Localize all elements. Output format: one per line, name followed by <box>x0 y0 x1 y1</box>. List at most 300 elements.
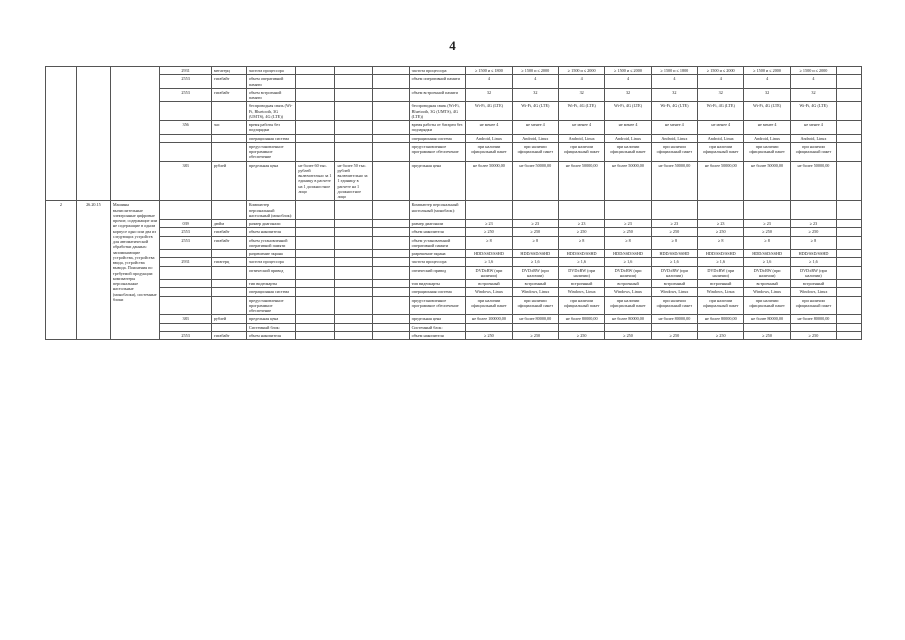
table-cell: ≥ 8 <box>512 236 558 250</box>
table-cell: гигабайт <box>211 228 246 236</box>
table-row <box>46 266 862 280</box>
table-row <box>46 75 862 89</box>
table-cell: 4 <box>698 75 744 89</box>
table-cell: не более 80000,00 <box>605 315 651 323</box>
table-cell: 2553 <box>160 88 212 102</box>
table-cell <box>372 161 409 201</box>
table-cell: DVD±RW (при наличии) <box>698 266 744 280</box>
table-cell: при наличии официальный пакет <box>512 296 558 315</box>
table-cell <box>744 201 790 220</box>
table-cell <box>335 134 372 142</box>
table-cell: 4 <box>790 75 836 89</box>
table-cell: ≥ 250 <box>651 228 697 236</box>
table-cell: при наличии официальный пакет <box>559 142 605 161</box>
table-cell: ≥ 1,6 <box>512 258 558 266</box>
table-cell: Компьютер персональный настольный (моноблок): <box>409 201 466 220</box>
table-row <box>46 134 862 142</box>
table-cell <box>46 67 77 201</box>
table-cell: не более 50000,00 <box>466 161 512 201</box>
table-cell: при наличии официальный пакет <box>605 142 651 161</box>
table-cell <box>335 266 372 280</box>
table-cell: беспроводная связь (Wi-Fi, Bluetooth, 3G (UMTS), 4G (LTE)) <box>409 102 466 121</box>
table-cell: при наличии официальный пакет <box>698 296 744 315</box>
table-cell: ≥ 8 <box>744 236 790 250</box>
table-cell: при наличии официальный пакет <box>559 296 605 315</box>
table-cell <box>335 121 372 135</box>
table-cell: встроенный <box>790 280 836 288</box>
table-cell <box>335 296 372 315</box>
table-cell <box>160 296 212 315</box>
table-cell <box>211 296 246 315</box>
table-cell <box>837 134 862 142</box>
table-cell: ≥ 250 <box>744 228 790 236</box>
table-cell: Системный блок: <box>246 323 295 331</box>
table-cell: Android, Linux <box>744 134 790 142</box>
table-cell <box>372 201 409 220</box>
table-cell <box>372 280 409 288</box>
table-cell: 32 <box>559 88 605 102</box>
table-cell: не более 60 тыс. рублей включительно за 1 единицу в расчете на 1 должностное лицо <box>296 161 335 201</box>
table-cell: ≥ 1,6 <box>744 258 790 266</box>
table-cell: ≥ 23 <box>744 220 790 228</box>
table-cell: HDD/SSD/SSHD <box>605 250 651 258</box>
table-cell: встроенный <box>466 280 512 288</box>
table-cell <box>744 323 790 331</box>
table-cell: ≥ 8 <box>651 236 697 250</box>
table-cell: HDD/SSD/SSHD <box>512 250 558 258</box>
table-cell <box>372 315 409 323</box>
table-cell <box>372 220 409 228</box>
table-cell: DVD±RW (при наличии) <box>559 266 605 280</box>
table-cell: ≥ 1500 и ≤ 2000 <box>512 67 558 75</box>
table-cell: встроенный <box>559 280 605 288</box>
table-cell: частота процессора <box>409 258 466 266</box>
table-cell: Wi-Fi, 4G (LTE) <box>466 102 512 121</box>
table-cell <box>296 220 335 228</box>
table-cell <box>372 142 409 161</box>
table-cell: Windows, Linux <box>512 288 558 296</box>
table-cell: предельная цена <box>409 161 466 201</box>
table-cell <box>790 201 836 220</box>
table-cell <box>837 280 862 288</box>
table-cell: ≥ 23 <box>466 220 512 228</box>
table-cell <box>211 142 246 161</box>
table-cell: встроенный <box>651 280 697 288</box>
table-cell: 383 <box>160 161 212 201</box>
table-cell: при наличии официальный пакет <box>512 142 558 161</box>
table-cell: не менее 4 <box>512 121 558 135</box>
table-cell: встроенный <box>744 280 790 288</box>
table-cell: не менее 4 <box>605 121 651 135</box>
table-cell: ≥ 1500 и ≤ 2000 <box>744 67 790 75</box>
table-cell <box>296 201 335 220</box>
table-cell: частота процессора <box>409 67 466 75</box>
table-cell: предустановленное программное обеспечение <box>246 296 295 315</box>
table-cell: ≥ 1,6 <box>466 258 512 266</box>
table-cell <box>466 201 512 220</box>
table-cell <box>466 323 512 331</box>
table-cell <box>211 102 246 121</box>
table-cell: беспроводная связь (Wi-Fi, Bluetooth, 3G (UMTS), 4G (LTE)) <box>246 102 295 121</box>
table-cell: ≥ 250 <box>790 228 836 236</box>
table-cell: не менее 4 <box>651 121 697 135</box>
table-cell: объем накопителя <box>246 228 295 236</box>
table-cell: Wi-Fi, 4G (LTE) <box>512 102 558 121</box>
table-cell <box>837 201 862 220</box>
table-cell: при наличии официальный пакет <box>790 296 836 315</box>
table-cell: HDD/SSD/SSHD <box>744 250 790 258</box>
table-cell: объем оперативной памяти <box>409 75 466 89</box>
table-cell: Windows, Linux <box>698 288 744 296</box>
table-cell <box>837 315 862 323</box>
table-row <box>46 288 862 296</box>
table-cell <box>160 102 212 121</box>
table-cell: гигабайт <box>211 236 246 250</box>
table-row <box>46 201 862 220</box>
table-row <box>46 250 862 258</box>
table-cell <box>296 67 335 75</box>
table-cell <box>837 288 862 296</box>
table-cell: не менее 4 <box>790 121 836 135</box>
table-cell <box>837 250 862 258</box>
table-cell: ≥ 250 <box>744 331 790 339</box>
table-cell: ≥ 250 <box>512 228 558 236</box>
table-cell: не более 50 тыс. рублей включительно за 1 единицу в расчете на 1 должностное лицо <box>335 161 372 201</box>
table-cell: рублей <box>211 161 246 201</box>
table-cell: при наличии официальный пакет <box>605 296 651 315</box>
table-cell <box>296 331 335 339</box>
table-row <box>46 88 862 102</box>
table-cell: HDD/SSD/SSHD <box>466 250 512 258</box>
table-cell: объем установленной оперативной памяти <box>246 236 295 250</box>
table-cell: объем накопителя <box>409 228 466 236</box>
table-cell: 2553 <box>160 75 212 89</box>
table-cell <box>559 323 605 331</box>
table-cell <box>512 201 558 220</box>
table-cell <box>837 142 862 161</box>
table-cell: предустановленное программное обеспечение <box>409 142 466 161</box>
table-row <box>46 236 862 250</box>
table-cell: не менее 4 <box>559 121 605 135</box>
table-cell: 039 <box>160 220 212 228</box>
requirements-table <box>45 66 862 340</box>
table-cell: мегагерц <box>211 67 246 75</box>
table-cell: гигабайт <box>211 75 246 89</box>
table-cell <box>372 266 409 280</box>
table-cell: 32 <box>790 88 836 102</box>
table-cell <box>296 134 335 142</box>
table-cell: 356 <box>160 121 212 135</box>
table-cell: частота процессора <box>246 258 295 266</box>
table-cell <box>211 134 246 142</box>
table-cell: объем накопителя <box>409 331 466 339</box>
table-cell <box>335 75 372 89</box>
table-cell <box>372 236 409 250</box>
table-cell: Windows, Linux <box>790 288 836 296</box>
table-row <box>46 296 862 315</box>
table-cell: не более 80000,00 <box>744 315 790 323</box>
table-cell <box>296 75 335 89</box>
table-cell <box>160 142 212 161</box>
table-cell <box>335 250 372 258</box>
table-cell: ≥ 250 <box>466 228 512 236</box>
table-cell: ≥ 250 <box>605 331 651 339</box>
table-cell: Android, Linux <box>698 134 744 142</box>
table-cell <box>160 323 212 331</box>
table-cell: объем накопителя <box>246 331 295 339</box>
table-cell: частота процессора <box>246 67 295 75</box>
table-cell: ≥ 8 <box>466 236 512 250</box>
table-cell: DVD±RW (при наличии) <box>466 266 512 280</box>
table-cell: Android, Linux <box>512 134 558 142</box>
table-cell: Windows, Linux <box>605 288 651 296</box>
table-cell: тип видеокарты <box>246 280 295 288</box>
table-cell: ≥ 1,6 <box>698 258 744 266</box>
table-cell: Android, Linux <box>651 134 697 142</box>
table-cell: при наличии официальный пакет <box>744 142 790 161</box>
table-cell <box>296 266 335 280</box>
table-cell: Android, Linux <box>466 134 512 142</box>
table-row <box>46 220 862 228</box>
table-cell <box>335 228 372 236</box>
table-cell: HDD/SSD/SSHD <box>698 250 744 258</box>
table-cell: DVD±RW (при наличии) <box>651 266 697 280</box>
table-cell <box>335 236 372 250</box>
table-cell: 32 <box>466 88 512 102</box>
table-cell: не более 50000,00 <box>744 161 790 201</box>
table-cell: гигагерц <box>211 258 246 266</box>
table-cell: ≥ 23 <box>512 220 558 228</box>
table-cell <box>837 258 862 266</box>
table-cell: Wi-Fi, 4G (LTE) <box>744 102 790 121</box>
table-cell <box>372 102 409 121</box>
table-cell <box>372 250 409 258</box>
table-cell <box>335 142 372 161</box>
table-cell: предустановленное программное обеспечение <box>409 296 466 315</box>
table-cell: 32 <box>744 88 790 102</box>
table-cell <box>372 67 409 75</box>
table-cell: ≥ 250 <box>651 331 697 339</box>
table-cell: при наличии официальный пакет <box>651 142 697 161</box>
table-cell: ≥ 250 <box>559 228 605 236</box>
table-cell: 4 <box>744 75 790 89</box>
table-cell <box>296 102 335 121</box>
table-cell: 2 <box>46 201 77 340</box>
table-cell: не менее 4 <box>744 121 790 135</box>
table-cell: Машины вычислительные электронные цифровые прочие, содержащие или не содержащие в одном корпусе одно или два из следующих устройств для автоматической обработки данных: запоминающие устройства, устройства ввода, устройства вывода. Пояснения по требуемой продукции: компьютеры персональные настольные (моноблоки), системные блоки <box>110 201 159 340</box>
table-cell: Windows, Linux <box>559 288 605 296</box>
table-cell <box>512 323 558 331</box>
table-cell <box>335 201 372 220</box>
table-cell: при наличии официальный пакет <box>744 296 790 315</box>
table-cell: разрешение экрана <box>409 250 466 258</box>
table-cell: не более 50000,00 <box>512 161 558 201</box>
table-cell <box>372 331 409 339</box>
table-row <box>46 161 862 201</box>
table-cell: 2553 <box>160 228 212 236</box>
table-cell: 4 <box>605 75 651 89</box>
table-row <box>46 323 862 331</box>
table-cell <box>372 288 409 296</box>
table-cell <box>296 250 335 258</box>
table-cell: 383 <box>160 315 212 323</box>
table-cell: HDD/SSD/SSHD <box>559 250 605 258</box>
table-cell: предельная цена <box>246 161 295 201</box>
table-row <box>46 315 862 323</box>
table-cell <box>372 121 409 135</box>
table-cell: Android, Linux <box>559 134 605 142</box>
table-cell <box>296 315 335 323</box>
table-row <box>46 67 862 75</box>
table-cell <box>837 161 862 201</box>
table-cell: объем встроенной памяти <box>409 88 466 102</box>
table-cell: 26.20.15 <box>76 201 110 340</box>
table-cell: ≥ 250 <box>790 331 836 339</box>
table-cell <box>605 201 651 220</box>
table-row <box>46 280 862 288</box>
table-cell: операционная система <box>246 134 295 142</box>
table-cell: гигабайт <box>211 331 246 339</box>
table-cell: оптический привод <box>409 266 466 280</box>
table-cell: при наличии официальный пакет <box>466 296 512 315</box>
table-cell: 2553 <box>160 331 212 339</box>
table-cell <box>372 228 409 236</box>
table-cell: гигабайт <box>211 88 246 102</box>
table-cell: DVD±RW (при наличии) <box>605 266 651 280</box>
table-cell <box>335 220 372 228</box>
table-cell: Системный блок: <box>409 323 466 331</box>
table-cell <box>160 134 212 142</box>
table-row <box>46 331 862 339</box>
table-cell: время работы от батареи без подзарядки <box>409 121 466 135</box>
table-cell <box>160 201 212 220</box>
table-cell: ≥ 1500 и ≤ 2000 <box>698 67 744 75</box>
table-cell: не более 100000,00 <box>466 315 512 323</box>
table-cell: HDD/SSD/SSHD <box>651 250 697 258</box>
table-cell <box>372 323 409 331</box>
table-cell <box>296 121 335 135</box>
table-cell <box>335 315 372 323</box>
table-cell: оптический привод <box>246 266 295 280</box>
table-cell: ≥ 1500 и ≤ 2000 <box>605 67 651 75</box>
table-cell: операционная система <box>409 288 466 296</box>
table-cell <box>335 67 372 75</box>
table-cell <box>372 296 409 315</box>
table-cell: ≥ 250 <box>605 228 651 236</box>
table-cell: DVD±RW (при наличии) <box>790 266 836 280</box>
table-cell: не более 50000,00 <box>698 161 744 201</box>
table-cell <box>160 280 212 288</box>
table-cell <box>296 228 335 236</box>
table-cell <box>296 142 335 161</box>
table-cell: не менее 4 <box>698 121 744 135</box>
table-cell: 32 <box>605 88 651 102</box>
table-cell <box>296 280 335 288</box>
table-cell: не более 80000,00 <box>559 315 605 323</box>
table-cell: объем оперативной памяти <box>246 75 295 89</box>
table-cell: не более 50000,00 <box>605 161 651 201</box>
table-cell: Wi-Fi, 4G (LTE) <box>605 102 651 121</box>
table-cell <box>837 67 862 75</box>
table-cell <box>837 228 862 236</box>
table-cell: Wi-Fi, 4G (LTE) <box>698 102 744 121</box>
table-cell: 32 <box>512 88 558 102</box>
table-cell <box>837 88 862 102</box>
table-cell: встроенный <box>512 280 558 288</box>
table-cell: 32 <box>698 88 744 102</box>
table-cell <box>296 236 335 250</box>
table-cell: ≥ 8 <box>559 236 605 250</box>
table-cell: при наличии официальный пакет <box>790 142 836 161</box>
table-cell: 4 <box>512 75 558 89</box>
table-cell: объем установленной оперативной памяти <box>409 236 466 250</box>
table-cell <box>296 288 335 296</box>
table-cell <box>372 258 409 266</box>
table-cell: разрешение экрана <box>246 250 295 258</box>
table-cell <box>335 323 372 331</box>
table-cell <box>372 134 409 142</box>
table-cell: ≥ 23 <box>605 220 651 228</box>
table-cell <box>335 331 372 339</box>
table-cell: 4 <box>466 75 512 89</box>
table-cell: ≥ 8 <box>698 236 744 250</box>
table-cell <box>651 323 697 331</box>
table-cell <box>296 323 335 331</box>
table-cell: Windows, Linux <box>651 288 697 296</box>
table-cell <box>160 266 212 280</box>
table-cell: Android, Linux <box>790 134 836 142</box>
table-cell <box>335 88 372 102</box>
table-cell <box>211 250 246 258</box>
table-cell: тип видеокарты <box>409 280 466 288</box>
table-cell: ≥ 1500 и ≤ 2000 <box>790 67 836 75</box>
table-cell <box>372 75 409 89</box>
table-cell: ≥ 1,6 <box>605 258 651 266</box>
table-cell <box>372 88 409 102</box>
table-cell: 4 <box>559 75 605 89</box>
table-cell: ≥ 250 <box>698 228 744 236</box>
table-row <box>46 102 862 121</box>
table-cell <box>837 121 862 135</box>
table-cell: ≥ 1,6 <box>651 258 697 266</box>
table-cell: не более 80000,00 <box>698 315 744 323</box>
table-cell <box>837 296 862 315</box>
table-cell: DVD±RW (при наличии) <box>744 266 790 280</box>
page-number: 4 <box>449 38 456 53</box>
table-cell: ≥ 8 <box>605 236 651 250</box>
table-cell <box>76 67 110 201</box>
table-cell: при наличии официальный пакет <box>651 296 697 315</box>
table-cell: Windows, Linux <box>466 288 512 296</box>
table-cell <box>837 331 862 339</box>
table-cell: при наличии официальный пакет <box>698 142 744 161</box>
table-cell: не более 80000,00 <box>512 315 558 323</box>
table-cell <box>335 102 372 121</box>
table-cell <box>211 201 246 220</box>
table-cell: Wi-Fi, 4G (LTE) <box>651 102 697 121</box>
table-cell: 2931 <box>160 258 212 266</box>
table-cell: 4 <box>651 75 697 89</box>
table-cell <box>335 288 372 296</box>
table-cell <box>837 266 862 280</box>
table-cell: ≥ 250 <box>512 331 558 339</box>
table-cell: не более 50000,00 <box>790 161 836 201</box>
table-cell: предельная цена <box>246 315 295 323</box>
table-cell <box>559 201 605 220</box>
table-cell <box>296 296 335 315</box>
table-cell: ≥ 250 <box>559 331 605 339</box>
table-cell: время работы без подзарядки <box>246 121 295 135</box>
